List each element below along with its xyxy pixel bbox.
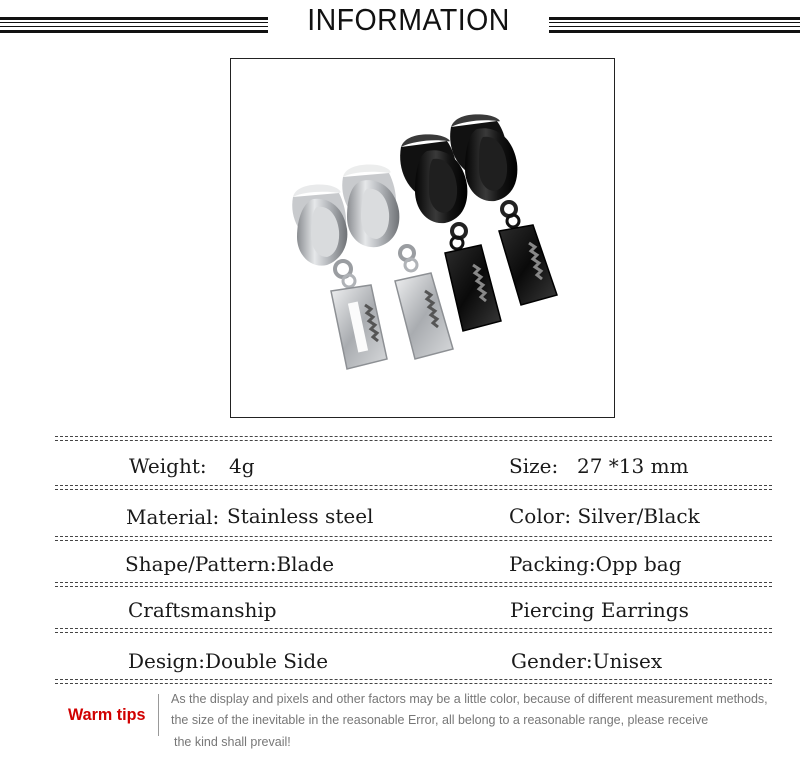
tips-line-1: As the display and pixels and other factors may be a little color, because of different measurement methods, xyxy=(171,692,768,706)
size-value: 27 *13 mm xyxy=(577,454,689,478)
design-spec: Design:Double Side xyxy=(128,649,329,673)
craftsmanship-spec: Craftsmanship xyxy=(128,598,277,622)
row-divider xyxy=(55,679,772,680)
material-value: Stainless steel xyxy=(227,504,374,528)
material-label: Material: xyxy=(126,505,220,529)
packing-spec: Packing:Opp bag xyxy=(509,552,682,576)
piercing-spec: Piercing Earrings xyxy=(510,598,689,622)
tips-line-3: the kind shall prevail! xyxy=(174,735,291,749)
row-divider xyxy=(55,628,772,629)
row-divider xyxy=(55,485,772,486)
page-title: INFORMATION xyxy=(307,2,510,37)
weight-value: 4g xyxy=(229,454,255,478)
weight-label: Weight: xyxy=(129,454,207,478)
size-label: Size: xyxy=(509,454,559,478)
row-divider xyxy=(55,536,772,537)
tips-divider xyxy=(158,694,159,736)
color-spec: Color: Silver/Black xyxy=(509,504,700,528)
tips-line-2: the size of the inevitable in the reasonable Error, all belong to a reasonable range, please receive xyxy=(171,713,709,727)
gender-spec: Gender:Unisex xyxy=(511,649,663,673)
shape-spec: Shape/Pattern:Blade xyxy=(125,552,335,576)
row-divider xyxy=(55,436,772,437)
row-divider xyxy=(55,582,772,583)
warm-tips-label: Warm tips xyxy=(68,705,146,724)
